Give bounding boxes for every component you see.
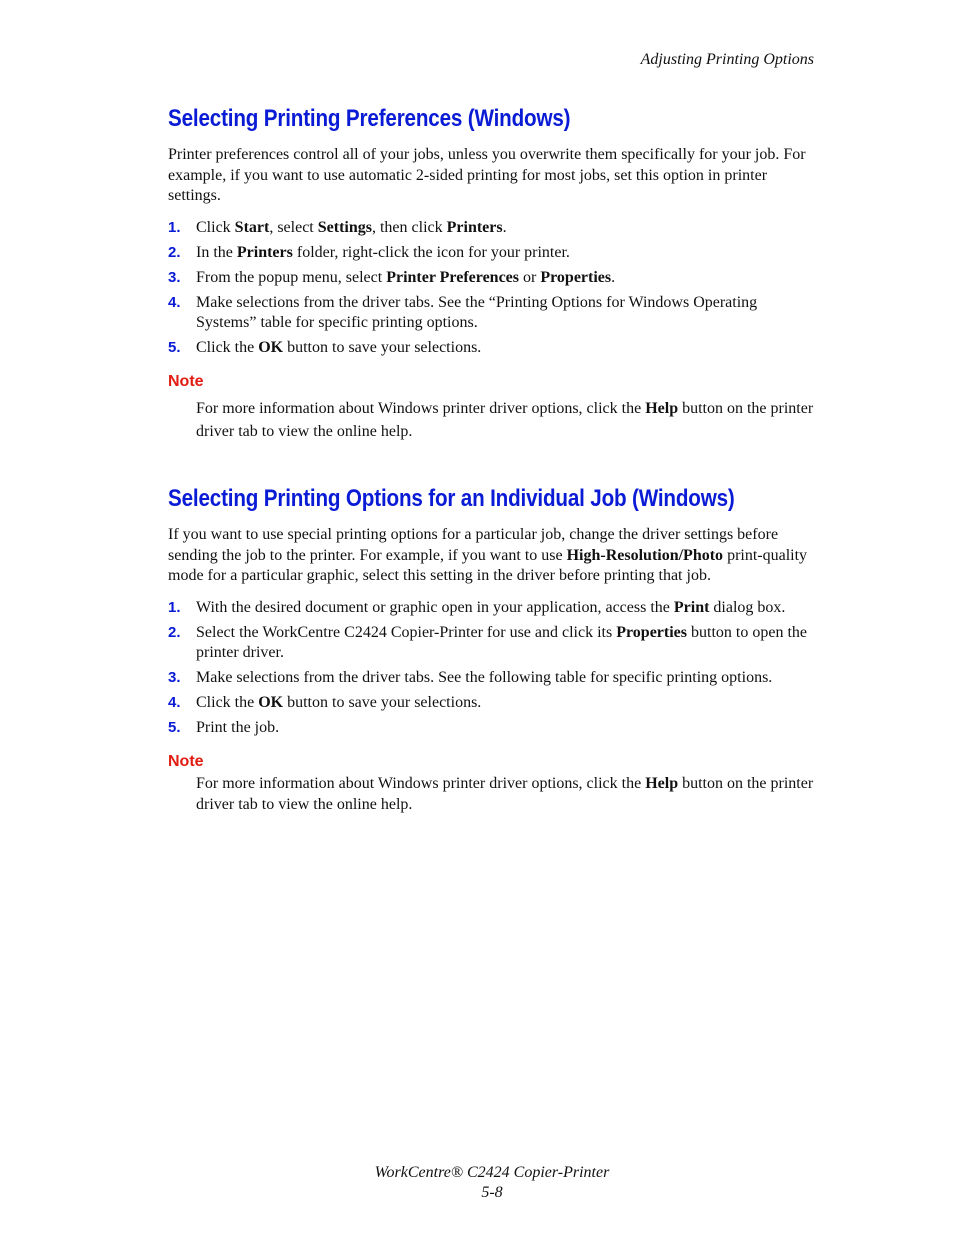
text-run: . (502, 218, 507, 236)
bold-term: OK (258, 694, 284, 711)
bold-term: Properties (540, 268, 612, 286)
text-run: Click the (196, 339, 259, 356)
bold-term: High-Resolution/Photo (566, 546, 724, 564)
text-run: Select the WorkCentre C2424 Copier-Printer for use and click its (196, 623, 617, 641)
text-run: button on the printer driver tab to view the online help. (196, 774, 814, 813)
footer-page-number: 5-8 (481, 1184, 503, 1201)
bold-term: OK (258, 339, 284, 356)
step-number: 1. (168, 218, 181, 236)
text-run: . (611, 268, 616, 286)
bold-term: Print (673, 598, 710, 616)
bold-term: Printers (446, 218, 503, 236)
note-text (168, 397, 814, 443)
section-title: Selecting Printing Preferences (Windows) (168, 105, 571, 132)
text-run: button to open the printer driver. (196, 623, 807, 661)
text-run: print-quality mode for a particular graphic, select this setting in the driver before printing that job. (168, 546, 808, 584)
text-run: In the (196, 243, 237, 261)
step-item (168, 293, 814, 334)
footer-product-name: WorkCentre® C2424 Copier-Printer (374, 1164, 610, 1181)
section-intro (168, 525, 814, 587)
text-run: , select (269, 218, 318, 236)
section-printing-preferences (168, 104, 814, 443)
text-run: Print the job. (196, 719, 280, 736)
note-label: Note (168, 752, 204, 770)
step-item (168, 218, 814, 239)
step-number: 2. (168, 243, 181, 261)
text-run: folder, right-click the icon for your printer. (292, 243, 570, 261)
step-item (168, 668, 814, 689)
bold-term: Properties (616, 623, 688, 641)
text-run: Make selections from the driver tabs. See the following table for specific printing options. (196, 669, 773, 686)
step-number: 1. (168, 598, 181, 616)
text-run: Click (196, 218, 235, 236)
step-number: 2. (168, 623, 181, 641)
step-item (168, 623, 814, 664)
bold-term: Printers (236, 243, 293, 261)
bold-term: Printer Preferences (386, 268, 520, 286)
step-number: 5. (168, 719, 181, 736)
section-title: Selecting Printing Options for an Individual Job (Windows) (168, 485, 735, 512)
step-number: 3. (168, 268, 181, 286)
text-run: For more information about Windows printer driver options, click the (196, 774, 646, 792)
step-number: 3. (168, 669, 181, 686)
page-footer (0, 1163, 954, 1203)
steps-list (168, 598, 814, 739)
text-run: For more information about Windows printer driver options, click the (196, 399, 646, 417)
note-label: Note (168, 372, 204, 390)
step-item (168, 598, 814, 619)
step-number: 4. (168, 694, 181, 711)
text-run: or (519, 268, 541, 286)
step-number: 4. (168, 293, 181, 311)
text-run: dialog box. (709, 598, 786, 616)
bold-term: Start (234, 218, 270, 236)
text-run: From the popup menu, select (196, 268, 387, 286)
step-number: 5. (168, 339, 181, 356)
note-text (168, 773, 814, 815)
bold-term: Help (645, 399, 679, 417)
text-run: Click the (196, 694, 259, 711)
section-intro: Printer preferences control all of your jobs, unless you overwrite them specifically for your job. For example, if you want to use automatic 2-sided printing for most jobs, set this option in printer settings. (168, 146, 806, 204)
step-item (168, 718, 814, 739)
step-item (168, 268, 814, 289)
text-run: If you want to use special printing options for a particular job, change the driver settings before sending the job to the printer. For example, if you want to use (168, 526, 779, 564)
step-item (168, 693, 814, 714)
step-item (168, 243, 814, 264)
section-individual-job-options (168, 484, 814, 815)
text-run: , then click (371, 218, 447, 236)
text-run: Make selections from the driver tabs. See the “Printing Options for Windows Operating Systems” table for specific printing options. (196, 293, 758, 331)
text-run: With the desired document or graphic open in your application, access the (196, 598, 674, 616)
text-run: button on the printer driver tab to view the online help. (196, 399, 814, 440)
running-header: Adjusting Printing Options (640, 51, 814, 68)
text-run: button to save your selections. (283, 339, 482, 356)
steps-list (168, 218, 814, 359)
bold-term: Help (645, 774, 679, 792)
step-item (168, 338, 814, 359)
text-run: button to save your selections. (283, 694, 482, 711)
bold-term: Settings (317, 218, 372, 236)
